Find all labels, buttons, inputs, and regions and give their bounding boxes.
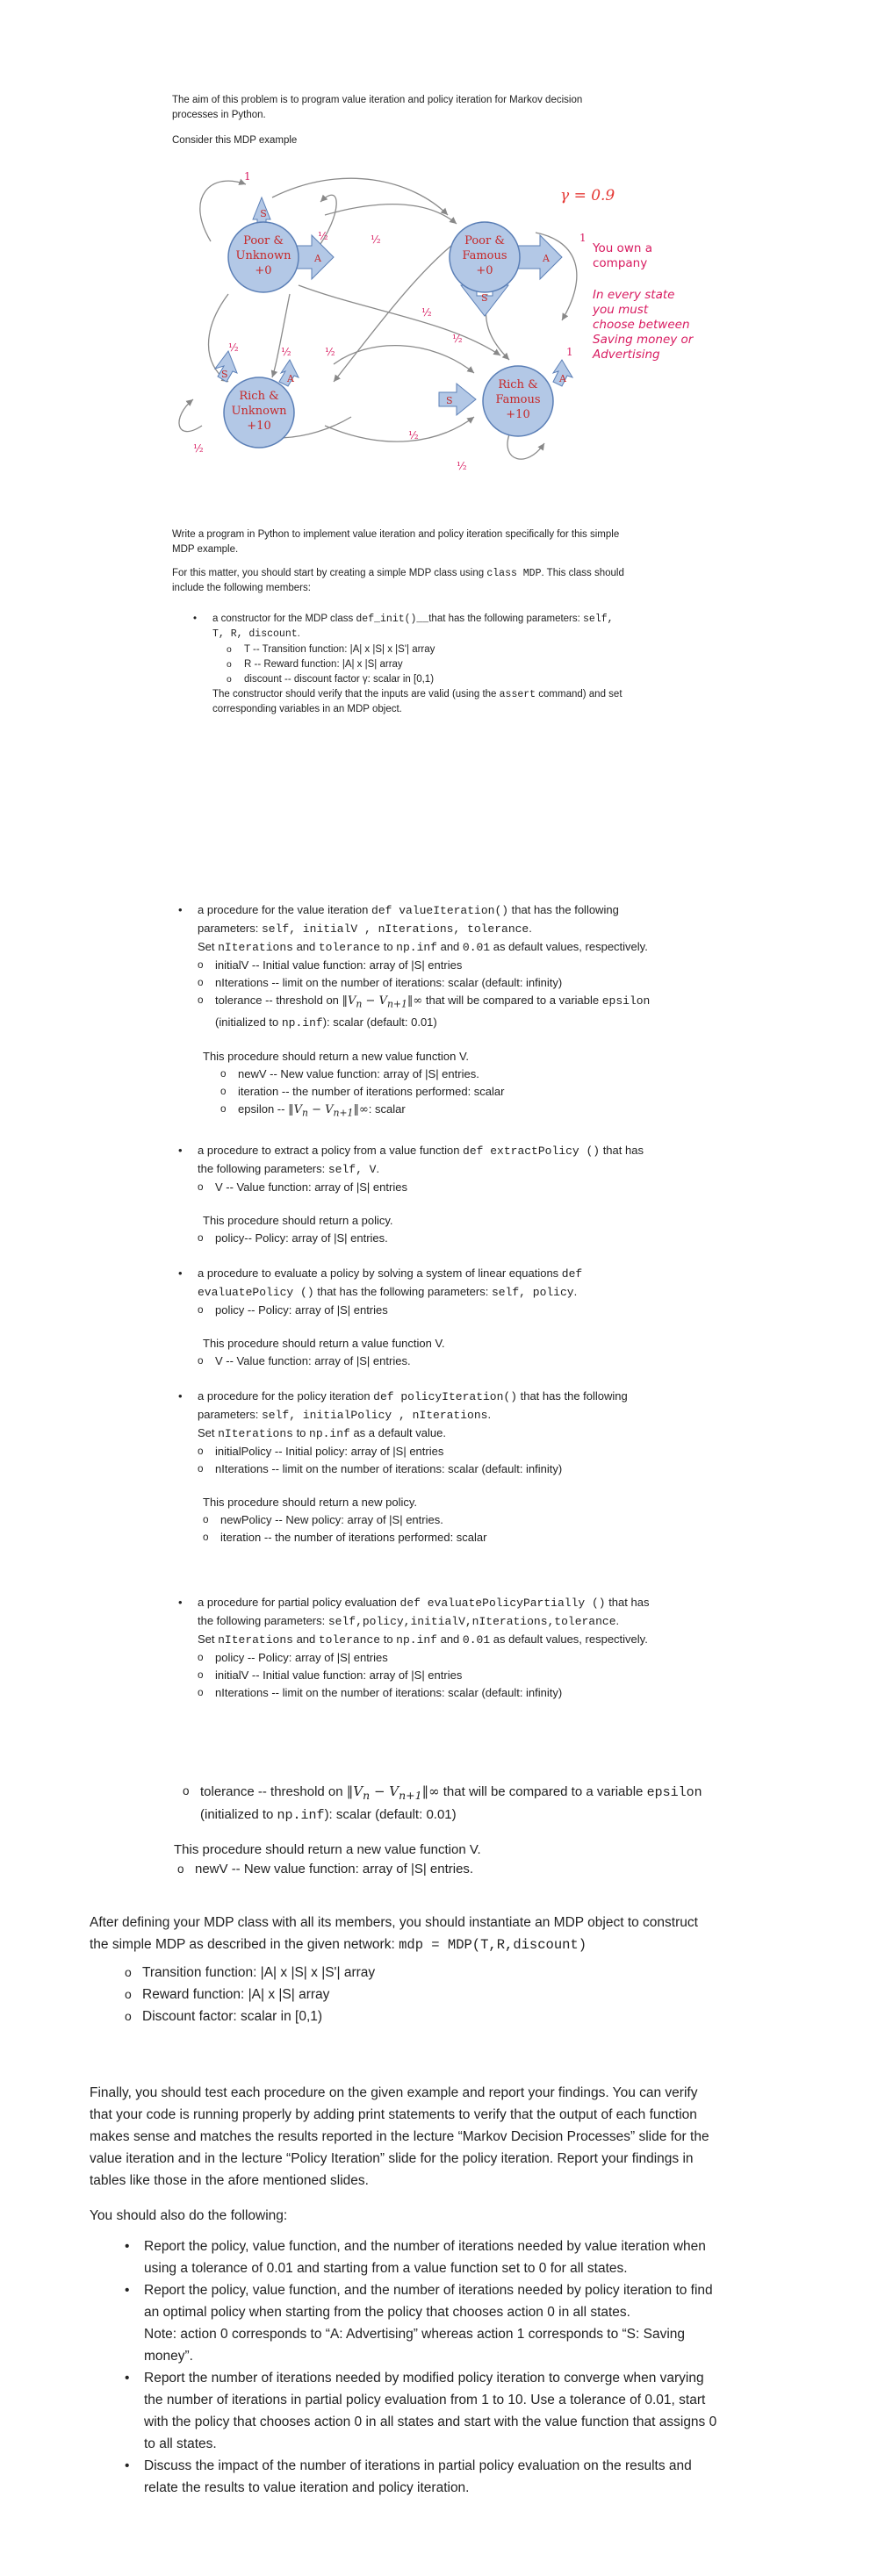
text-span: ): scalar (default: 0.01) (324, 1807, 457, 1822)
text-span: the following parameters: (198, 1162, 328, 1175)
text-span: and (436, 1632, 463, 1646)
object-param-item: o Reward function: |A| x |S| array (142, 1984, 792, 2006)
gamma-label: γ = 0.9 (560, 187, 615, 205)
text-span: Set (198, 1632, 219, 1646)
text-span: as default values, respectively. (490, 940, 648, 953)
partial-tail-section (174, 1782, 797, 1879)
action-label-a: A (543, 253, 550, 264)
prob-label: ½ (408, 429, 419, 441)
text-line: • Report the policy, value function, and the number of iterations needed by value iteration when (144, 2239, 706, 2254)
evaluate-policy-bullet (198, 1265, 759, 1302)
return-text: This procedure should return a policy. (203, 1214, 393, 1227)
code-span: self, initialPolicy , nIterations (261, 1409, 488, 1422)
note-line: company (593, 256, 648, 270)
math-part: − V (362, 994, 387, 1008)
state-poor-unknown (228, 197, 334, 292)
intro-line: The aim of this problem is to program value iteration and policy iteration for Markov decision (172, 95, 583, 105)
return-text: This procedure should return a new value function V. (203, 1049, 470, 1063)
code-span: mdp = MDP(T,R,discount) (399, 1937, 587, 1953)
action-label-a: A (287, 373, 294, 384)
finally-paragraph (90, 2082, 792, 2192)
math-part: ‖∞ (353, 1102, 369, 1116)
transition-arrow (507, 434, 544, 459)
tasks-section (90, 2205, 810, 2499)
tasks-title: You should also do the following: (90, 2208, 288, 2223)
text-span: the following parameters: (198, 1614, 328, 1627)
note-line: choose between (593, 318, 690, 332)
constructor-param-item: o discount -- discount factor γ: scalar in [0,1) (244, 672, 739, 687)
code-span: def extractPolicy () (463, 1144, 601, 1158)
task-item (144, 2367, 810, 2455)
text-span: as a default value. (349, 1426, 446, 1439)
state-label: Rich & (239, 390, 279, 403)
object-param-item: o Transition function: |A| x |S| x |S'| array (142, 1962, 792, 1984)
prob-label: ½ (318, 230, 328, 242)
code-span: np.inf (396, 1633, 437, 1647)
action-label-s: S (481, 292, 488, 304)
state-label: Unknown (235, 249, 291, 262)
code-span: tolerance (318, 941, 381, 954)
return-item: o newV -- New value function: array of |S| entries. (238, 1066, 759, 1083)
prob-label: 1 (566, 346, 573, 358)
text-line: relate the results to value iteration and policy iteration. (144, 2480, 470, 2495)
text-line: with the policy that chooses action 0 in all states and start with the value function that assigns 0 (144, 2415, 717, 2429)
code-span: def policyIteration() (373, 1390, 517, 1403)
text-line: MDP example. (172, 544, 239, 555)
text-span: The constructor should verify that the inputs are valid (using the (212, 689, 500, 700)
math-sub: n (363, 1789, 371, 1802)
code-span: self, (583, 614, 614, 625)
param-item: o V -- Value function: array of |S| entries (215, 1179, 759, 1196)
partial-evaluation-bullet (198, 1594, 759, 1649)
text-line: corresponding variables in an MDP object. (212, 704, 402, 714)
task-item (144, 2455, 810, 2499)
text-span: as default values, respectively. (490, 1632, 648, 1646)
text-span: a procedure for partial policy evaluation (198, 1596, 400, 1609)
state-label: Unknown (231, 405, 287, 418)
text-line (90, 1934, 792, 1956)
return-text: This procedure should return a new policy. (203, 1496, 417, 1509)
code-span: 0.01 (462, 1633, 491, 1647)
text-line: • Discuss the impact of the number of iterations in partial policy evaluation on the results and (144, 2458, 692, 2473)
action-label-a: A (559, 373, 566, 384)
ownership-note (592, 241, 694, 362)
text-span: the simple MDP as described in the given network: (90, 1937, 399, 1952)
transition-arrow (334, 346, 474, 373)
transition-arrow (325, 205, 457, 224)
code-span: def evaluatePolicyPartially () (399, 1597, 606, 1610)
prob-label: 1 (244, 170, 251, 183)
intro-paragraph (172, 93, 734, 123)
text-line: the number of iterations in partial policy evaluation from 1 to 10. Use a tolerance of 0.01, start (144, 2393, 706, 2407)
text-span: tolerance -- threshold on (215, 994, 342, 1007)
code-span: T, R, discount (212, 628, 298, 640)
text-span: that has (600, 1144, 644, 1157)
math-norm (346, 1783, 440, 1802)
text-span: a procedure to evaluate a policy by solving a system of linear equations (198, 1266, 562, 1280)
intro-line: processes in Python. (172, 110, 266, 120)
code-span: np.inf (281, 1015, 323, 1030)
math-part: ‖∞ (421, 1783, 440, 1799)
state-label: Famous (495, 393, 541, 406)
text-span: ): scalar (default: 0.01) (322, 1015, 437, 1029)
text-line: that your code is running properly by adding print statements to verify that the output of each function (90, 2107, 697, 2122)
prob-label: ½ (193, 442, 204, 455)
text-span: parameters: (198, 1408, 262, 1421)
prob-label: ½ (452, 333, 463, 345)
math-part: ‖V (342, 994, 356, 1008)
state-poor-famous (450, 222, 562, 316)
state-reward: +10 (506, 408, 530, 421)
transition-arrow (334, 241, 457, 382)
text-span: to (380, 940, 397, 953)
param-item: o initialV -- Initial value function: array of |S| entries (215, 1667, 759, 1684)
state-label: Rich & (498, 378, 538, 391)
text-span: that has (605, 1596, 650, 1609)
param-item (200, 1782, 797, 1826)
text-span: For this matter, you should start by creating a simple MDP class using (172, 568, 487, 578)
math-part: − V (370, 1783, 399, 1799)
code-span: np.inf (309, 1427, 350, 1440)
code-span: epsilon (601, 994, 651, 1008)
text-span: and (292, 940, 319, 953)
math-sub: n (356, 998, 363, 1010)
note-line: You own a (593, 241, 652, 255)
text-span: Set (198, 1426, 219, 1439)
constructor-param-item: o T -- Transition function: |A| x |S| x |S'| array (244, 642, 739, 657)
action-label-a: A (314, 253, 321, 264)
constructor-section (212, 612, 739, 717)
write-paragraph (172, 527, 734, 596)
return-text: This procedure should return a value function V. (203, 1337, 445, 1350)
code-span: nIterations (218, 1633, 293, 1647)
text-line: an optimal policy when starting from the policy that chooses action 0 in all states. (144, 2305, 630, 2320)
param-item: o nIterations -- limit on the number of iterations: scalar (default: infinity) (215, 1684, 759, 1702)
text-line: using a tolerance of 0.01 and starting from a value function set to 0 for all states. (144, 2261, 628, 2276)
prob-label: ½ (281, 346, 291, 358)
param-item: o initialPolicy -- Initial policy: array of |S| entries (215, 1443, 759, 1460)
text-span: that will be compared to a variable (439, 1784, 647, 1799)
text-line: Note: action 0 corresponds to “A: Advertising” whereas action 1 corresponds to “S: Saving (144, 2327, 686, 2342)
extract-policy-section (198, 1142, 759, 1247)
action-s-arrow (439, 384, 476, 415)
text-span: epsilon -- (238, 1101, 289, 1116)
text-span: a constructor for the MDP class (212, 614, 356, 624)
code-span: nIterations (218, 941, 293, 954)
transition-arrow (325, 417, 474, 441)
object-param-item: o Discount factor: scalar in [0,1) (142, 2006, 792, 2027)
text-span: that has the following parameters: (428, 614, 584, 624)
param-item: o nIterations -- limit on the number of iterations: scalar (default: infinity) (215, 1460, 759, 1478)
text-line: value iteration and in the lecture “Policy Iteration” slide for the policy iteration. Report your findings in (90, 2151, 694, 2166)
return-item: o policy-- Policy: array of |S| entries. (215, 1230, 759, 1247)
text-line: After defining your MDP class with all its members, you should instantiate an MDP object to construct (90, 1915, 698, 1930)
text-span: a procedure for the value iteration (198, 903, 372, 916)
action-label-s: S (260, 208, 267, 219)
text-line (212, 687, 739, 702)
text-span: to (380, 1632, 397, 1646)
task-item (144, 2279, 810, 2367)
text-span: a procedure for the policy iteration (198, 1389, 374, 1403)
code-span: self,policy,initialV,nIterations,tolerance (327, 1615, 616, 1628)
text-line: to all states. (144, 2436, 217, 2451)
text-span: . (615, 1614, 620, 1627)
code-span: def valueIteration() (371, 904, 509, 917)
text-span: Set (198, 940, 219, 953)
state-label: Famous (462, 249, 507, 262)
text-span: command) and set (536, 689, 623, 700)
after-defining-section (90, 1912, 792, 2027)
return-item: o newV -- New value function: array of |S| entries. (195, 1860, 797, 1879)
value-iteration-section (198, 901, 759, 1122)
state-rich-famous (439, 360, 572, 436)
text-span: that will be compared to a variable (422, 994, 602, 1007)
policy-iteration-section (198, 1388, 759, 1546)
text-span: and (292, 1632, 319, 1646)
text-span: . (297, 628, 300, 639)
text-span: parameters: (198, 922, 262, 935)
return-text: This procedure should return a new value function V. (174, 1842, 481, 1857)
text-line: tables like those in the afore mentioned slides. (90, 2173, 369, 2188)
text-span: . This class should (541, 568, 624, 578)
text-span: . (529, 922, 532, 935)
math-part: − V (307, 1102, 334, 1116)
state-reward: +0 (476, 264, 493, 277)
text-span: that has the following parameters: (313, 1285, 492, 1298)
prob-label: ½ (421, 306, 432, 319)
consider-text: Consider this MDP example (172, 135, 298, 146)
mdp-diagram (167, 162, 694, 496)
code-span: tolerance (318, 1633, 381, 1647)
text-span: that has the following (517, 1389, 628, 1403)
transition-arrow (179, 399, 202, 432)
math-sub: n+1 (399, 1789, 422, 1802)
text-span: . (376, 1162, 380, 1175)
return-item: o iteration -- the number of iterations performed: scalar (238, 1083, 759, 1101)
text-span: : scalar (368, 1101, 406, 1116)
prob-label: 1 (579, 232, 587, 244)
text-line: money”. (144, 2349, 193, 2364)
code-span: nIterations (218, 1427, 293, 1440)
state-reward: +10 (247, 420, 271, 433)
math-part: ‖V (346, 1783, 363, 1799)
text-span: and (436, 940, 463, 953)
extract-policy-bullet (198, 1142, 759, 1179)
value-iteration-bullet (198, 901, 759, 957)
state-rich-unknown (215, 351, 299, 448)
return-item (238, 1101, 759, 1123)
prob-label: ½ (325, 346, 335, 358)
state-label: Poor & (243, 234, 284, 248)
param-item (215, 992, 759, 1032)
constructor-bullet (212, 612, 739, 642)
action-label-s: S (221, 369, 228, 380)
transition-arrow (272, 178, 448, 215)
prob-label: ½ (457, 460, 467, 472)
constructor-param-item: o R -- Reward function: |A| x |S| array (244, 657, 739, 672)
code-span: epsilon (646, 1785, 702, 1800)
state-label: Poor & (464, 234, 505, 248)
evaluate-policy-section (198, 1265, 759, 1370)
code-span: self, V (327, 1163, 377, 1176)
text-line: Write a program in Python to implement value iteration and policy iteration specifically for this simple (172, 529, 620, 540)
text-span: tolerance -- threshold on (200, 1784, 347, 1799)
param-item: o policy -- Policy: array of |S| entries (215, 1302, 759, 1319)
policy-iteration-bullet (198, 1388, 759, 1443)
text-line: • Report the policy, value function, and the number of iterations needed by policy iteration to find (144, 2283, 713, 2298)
return-item: o newPolicy -- New policy: array of |S| entries. (220, 1511, 759, 1529)
code-span: def_init()__ (356, 614, 429, 625)
state-reward: +0 (255, 264, 272, 277)
text-span: . (487, 1408, 492, 1421)
code-span: def (561, 1267, 583, 1281)
text-span: (initialized to (215, 1015, 282, 1029)
note-line: Saving money or (593, 333, 694, 347)
text-span: (initialized to (200, 1807, 277, 1822)
code-span: class MDP (486, 568, 542, 579)
text-line (172, 566, 734, 581)
partial-evaluation-section (198, 1594, 759, 1702)
text-line: include the following members: (172, 583, 311, 593)
code-span: self, initialV , nIterations, tolerance (261, 922, 529, 936)
code-span: assert (499, 689, 536, 700)
text-span: to (292, 1426, 310, 1439)
task-item (144, 2235, 810, 2279)
action-label-s: S (446, 395, 453, 406)
code-span: np.inf (396, 941, 437, 954)
math-norm (342, 994, 423, 1008)
code-span: 0.01 (462, 941, 491, 954)
note-line: In every state (593, 288, 675, 302)
note-line: you must (593, 303, 649, 317)
note-line: Advertising (593, 348, 660, 362)
math-sub: n (301, 1107, 308, 1119)
return-item: o iteration -- the number of iterations performed: scalar (220, 1529, 759, 1546)
math-norm (288, 1102, 369, 1119)
math-part: ‖∞ (407, 994, 423, 1008)
text-line: makes sense and matches the results reported in the lecture “Markov Decision Processes” slide for the (90, 2129, 709, 2144)
param-item: o initialV -- Initial value function: array of |S| entries (215, 957, 759, 974)
param-item: o policy -- Policy: array of |S| entries (215, 1649, 759, 1667)
text-span: that has the following (508, 903, 619, 916)
math-sub: n+1 (386, 998, 407, 1010)
prob-label: ½ (371, 233, 381, 246)
return-item: o V -- Value function: array of |S| entries. (215, 1353, 759, 1370)
text-line: • Report the number of iterations needed by modified policy iteration to converge when varying (144, 2371, 704, 2386)
code-span: evaluatePolicy () (198, 1286, 314, 1299)
prob-label: ½ (228, 341, 239, 354)
math-sub: n+1 (333, 1107, 354, 1119)
param-item: o nIterations -- limit on the number of iterations: scalar (default: infinity) (215, 974, 759, 992)
text-span: a procedure to extract a policy from a value function (198, 1144, 464, 1157)
text-span: . (573, 1285, 578, 1298)
code-span: np.inf (277, 1808, 325, 1823)
text-line: Finally, you should test each procedure on the given example and report your findings. You can verify (90, 2085, 698, 2100)
code-span: self, policy (491, 1286, 574, 1299)
math-part: ‖V (288, 1102, 302, 1116)
